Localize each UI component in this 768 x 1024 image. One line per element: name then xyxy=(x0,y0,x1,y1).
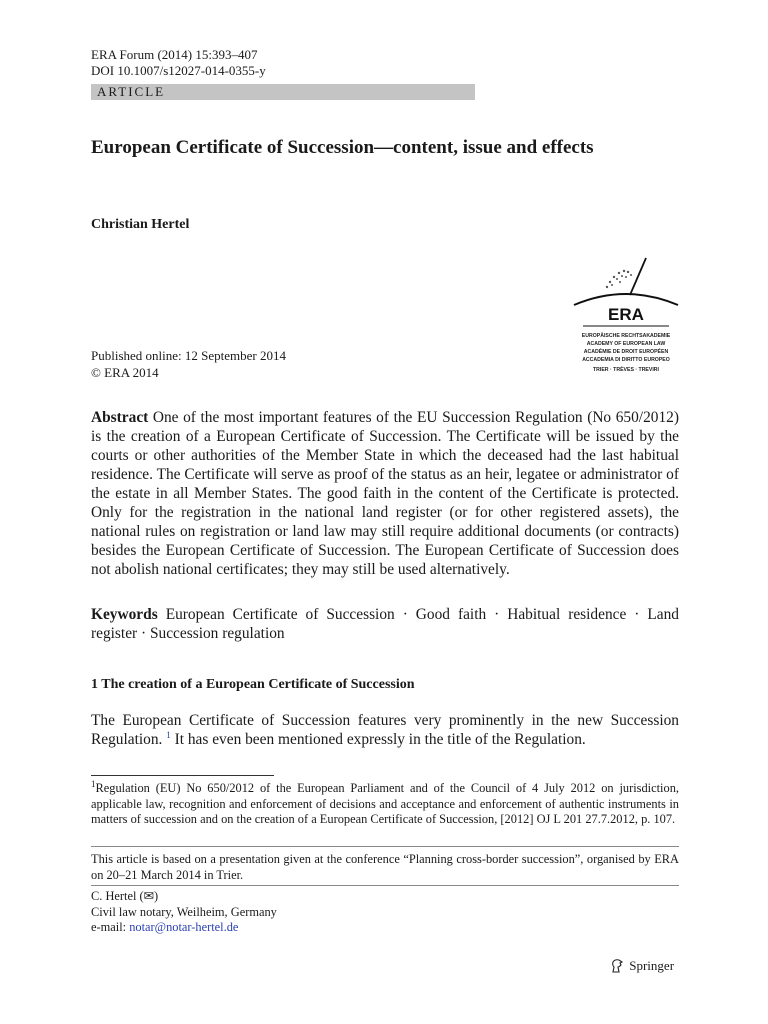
era-logo xyxy=(566,255,686,380)
logo-line: ACADEMY OF EUROPEAN LAW xyxy=(586,341,666,347)
logo-line: EUROPÄISCHE RECHTSAKADEMIE xyxy=(581,333,671,339)
section-heading: 1 The creation of a European Certificate of Succession xyxy=(91,677,415,692)
abstract-text: One of the most important features of the EU Succession Regulation (No 650/2012) is the creation of a European Certificate of Succession. The Certificate will be issued by the courts or other authorities of the Member State in which the deceased had the last habitual residence. The Certificate will serve as proof of the status as an heir, legatee or administrator of the estate in all Member States. The good faith in the content of the Certificate is protected. Only for the registration in the national land register (or for other registered assets), the national rules on registration or land law may still require additional documents (or contracts) besides the European Certificate of Succession. The European Certificate of Succession does not abolish national certificates; they may still be used alternatively. xyxy=(91,409,679,578)
paragraph-text: The European Certificate of Succession features very prominently in the new Succession Regulation. xyxy=(91,712,679,748)
copyright: © ERA 2014 xyxy=(91,365,159,380)
footnote-text: Regulation (EU) No 650/2012 of the European Parliament and of the Council of 4 July 2012 on jurisdiction, applicable law, recognition and enforcement of decisions and acceptance and enforcement of authentic instruments in matters of succession and on the creation of a European Certificate of Succession, [2012] OJ L 201 27.7.2012, p. 107. xyxy=(91,781,679,826)
logo-line: TRIER · TRÈVES · TREVIRI xyxy=(592,367,660,373)
published-date: Published online: 12 September 2014 xyxy=(91,348,286,363)
footnote-1 xyxy=(91,778,679,828)
footnote-ref-link[interactable]: 1 xyxy=(166,729,171,740)
publisher-mark xyxy=(610,958,674,974)
email-link[interactable]: notar@notar-hertel.de xyxy=(129,920,239,934)
presentation-note: This article is based on a presentation given at the conference “Planning cross-border succession”, organised by ERA on 20–21 March 2014 in Trier. xyxy=(91,852,679,882)
keywords-text: European Certificate of Succession · Good faith · Habitual residence · Land register · Succession regulation xyxy=(91,606,679,642)
author-contact xyxy=(91,889,679,936)
contact-name: C. Hertel (✉) xyxy=(91,889,159,903)
keywords-label: Keywords xyxy=(91,606,158,623)
publication-info xyxy=(91,347,286,381)
abstract xyxy=(91,408,679,579)
note-divider xyxy=(91,846,679,847)
email-label: e-mail: xyxy=(91,920,130,934)
logo-line: ACCADEMIA DI DIRITTO EUROPEO xyxy=(582,357,670,363)
paragraph-text-cont: It has even been mentioned expressly in the title of the Regulation. xyxy=(170,731,586,748)
contact-divider xyxy=(91,885,679,886)
logo-era-text: ERA xyxy=(608,305,644,324)
author-name: Christian Hertel xyxy=(91,217,190,232)
era-logo-icon xyxy=(566,255,686,380)
contact-affiliation: Civil law notary, Weilheim, Germany xyxy=(91,904,277,919)
keywords xyxy=(91,605,679,643)
journal-citation: ERA Forum (2014) 15:393–407 xyxy=(91,47,258,62)
section-paragraph xyxy=(91,711,679,749)
doi: DOI 10.1007/s12027-014-0355-y xyxy=(91,63,266,78)
article-type-label: ARTICLE xyxy=(97,84,166,99)
publisher-name: Springer xyxy=(629,958,675,973)
footnote-divider xyxy=(91,775,274,776)
springer-horse-icon xyxy=(610,959,623,973)
paper-title: European Certificate of Succession—content, issue and effects xyxy=(91,137,594,158)
footnote-mark: 1 xyxy=(91,778,96,789)
contact-email-row xyxy=(91,920,679,936)
logo-line: ACADÉMIE DE DROIT EUROPÉEN xyxy=(583,349,669,355)
abstract-label: Abstract xyxy=(91,409,149,426)
